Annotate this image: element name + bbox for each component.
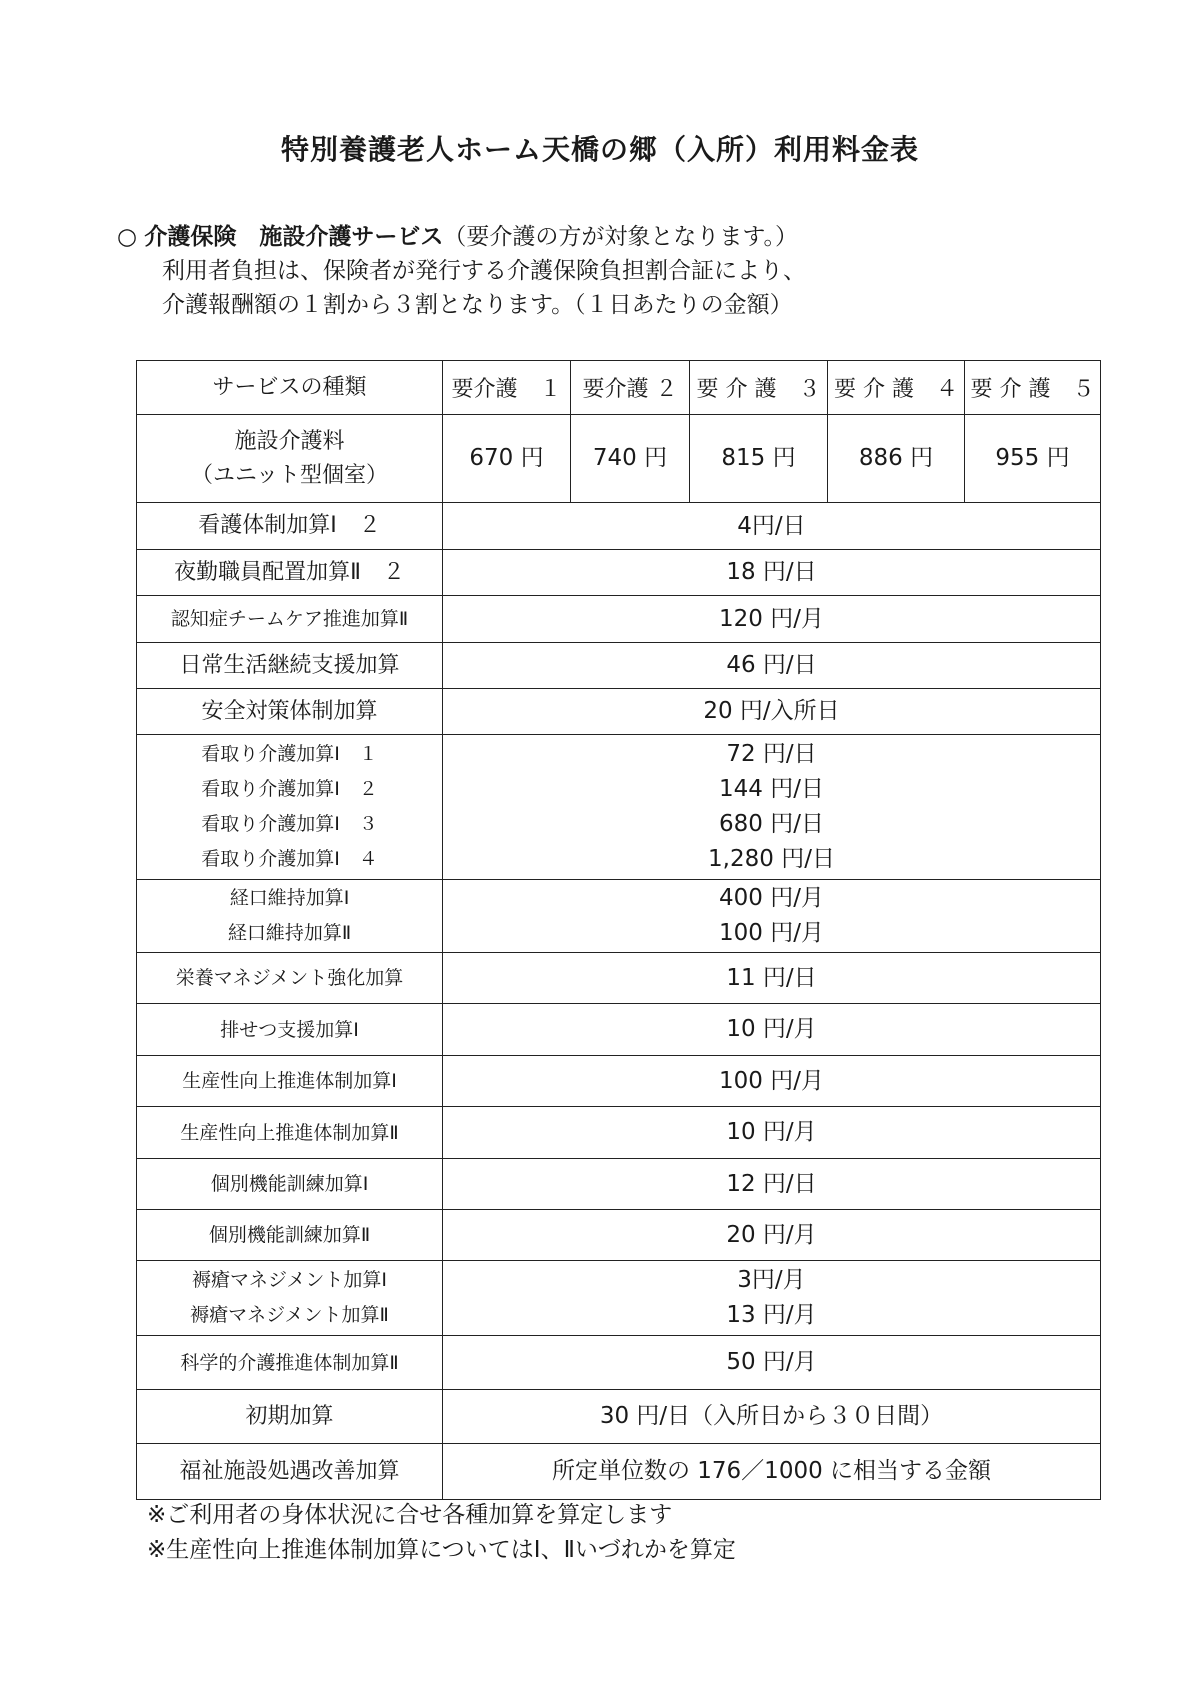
circle-marker: ○	[117, 224, 138, 250]
header-care-level-2: 要介護 ２	[571, 361, 690, 415]
fee-value: 120 円/月	[443, 596, 1101, 643]
table-row	[137, 735, 1101, 880]
fee-value: 100 円/月	[443, 1056, 1101, 1107]
intro-heading-line	[117, 220, 806, 254]
fee-value: 所定単位数の 176／1000 に相当する金額	[443, 1444, 1101, 1500]
header-care-level-4: 要 介 護 ４	[828, 361, 965, 415]
fee-value: 30 円/日（入所日から３０日間）	[443, 1390, 1101, 1444]
service-label: 看護体制加算Ⅰ ２	[137, 503, 443, 550]
section-heading-note: （要介護の方が対象となります。）	[443, 224, 799, 250]
fee-care-level-3: 815 円	[690, 415, 828, 503]
page-title: 特別養護老人ホーム天橋の郷（入所）利用料金表	[280, 133, 919, 166]
header-service-type: サービスの種類	[137, 361, 443, 415]
fee-value: 18 円/日	[443, 550, 1101, 596]
service-label: 科学的介護推進体制加算Ⅱ	[137, 1336, 443, 1390]
fee-care-level-4: 886 円	[828, 415, 965, 503]
fee-value: 20 円/月	[443, 1210, 1101, 1261]
service-label: 個別機能訓練加算Ⅰ	[137, 1159, 443, 1210]
fee-value: 10 円/月	[443, 1107, 1101, 1159]
table-row	[137, 1390, 1101, 1444]
service-label: 排せつ支援加算Ⅰ	[137, 1004, 443, 1056]
table-row	[137, 880, 1101, 953]
intro-line-2: 利用者負担は、保険者が発行する介護保険負担割合証により、	[162, 258, 806, 284]
fee-table	[136, 360, 1101, 1500]
fee-value: 10 円/月	[443, 1004, 1101, 1056]
fee-value: 46 円/日	[443, 643, 1101, 689]
service-label: 認知症チームケア推進加算Ⅱ	[137, 596, 443, 643]
table-row	[137, 1444, 1101, 1500]
table-row	[137, 596, 1101, 643]
fee-care-level-1: 670 円	[443, 415, 571, 503]
service-label: 栄養マネジメント強化加算	[137, 953, 443, 1004]
service-label-group: 褥瘡マネジメント加算Ⅰ 褥瘡マネジメント加算Ⅱ	[137, 1261, 443, 1336]
service-label: 生産性向上推進体制加算Ⅱ	[137, 1107, 443, 1159]
service-label-group: 看取り介護加算Ⅰ １ 看取り介護加算Ⅰ ２ 看取り介護加算Ⅰ ３ 看取り介護加算Ⅰ ４	[137, 735, 443, 880]
service-label: 生産性向上推進体制加算Ⅰ	[137, 1056, 443, 1107]
table-row	[137, 643, 1101, 689]
table-row	[137, 550, 1101, 596]
section-heading: 介護保険 施設介護サービス	[144, 224, 444, 250]
intro-line-3: 介護報酬額の１割から３割となります。（１日あたりの金額）	[162, 292, 793, 318]
service-label: 施設介護料 （ユニット型個室）	[137, 415, 443, 503]
service-label: 日常生活継続支援加算	[137, 643, 443, 689]
footnotes	[147, 1498, 736, 1568]
fee-value: 11 円/日	[443, 953, 1101, 1004]
table-row	[137, 953, 1101, 1004]
table-row	[137, 1261, 1101, 1336]
table-row	[137, 503, 1101, 550]
table-row	[137, 1159, 1101, 1210]
service-label: 安全対策体制加算	[137, 689, 443, 735]
table-row	[137, 415, 1101, 503]
service-label: 夜勤職員配置加算Ⅱ ２	[137, 550, 443, 596]
service-label-group: 経口維持加算Ⅰ 経口維持加算Ⅱ	[137, 880, 443, 953]
footnote: ※ご利用者の身体状況に合せ各種加算を算定します	[147, 1502, 673, 1528]
fee-value: 4円/日	[443, 503, 1101, 550]
header-care-level-1: 要介護 １	[443, 361, 571, 415]
table-row	[137, 1004, 1101, 1056]
fee-value: 12 円/日	[443, 1159, 1101, 1210]
header-care-level-3: 要 介 護 ３	[690, 361, 828, 415]
service-label: 初期加算	[137, 1390, 443, 1444]
fee-value-group: 3円/月 13 円/月	[443, 1261, 1101, 1336]
fee-value: 50 円/月	[443, 1336, 1101, 1390]
fee-care-level-2: 740 円	[571, 415, 690, 503]
table-row	[137, 1056, 1101, 1107]
header-care-level-5: 要 介 護 ５	[965, 361, 1101, 415]
fee-value-group: 400 円/月 100 円/月	[443, 880, 1101, 953]
fee-value: 20 円/入所日	[443, 689, 1101, 735]
intro-section	[117, 220, 806, 322]
service-label: 福祉施設処遇改善加算	[137, 1444, 443, 1500]
fee-care-level-5: 955 円	[965, 415, 1101, 503]
table-header-row	[137, 361, 1101, 415]
table-row	[137, 689, 1101, 735]
table-row	[137, 1336, 1101, 1390]
service-label: 個別機能訓練加算Ⅱ	[137, 1210, 443, 1261]
footnote: ※生産性向上推進体制加算についてはⅠ、Ⅱいづれかを算定	[147, 1537, 736, 1563]
table-row	[137, 1107, 1101, 1159]
table-row	[137, 1210, 1101, 1261]
fee-value-group: 72 円/日 144 円/日 680 円/日 1,280 円/日	[443, 735, 1101, 880]
